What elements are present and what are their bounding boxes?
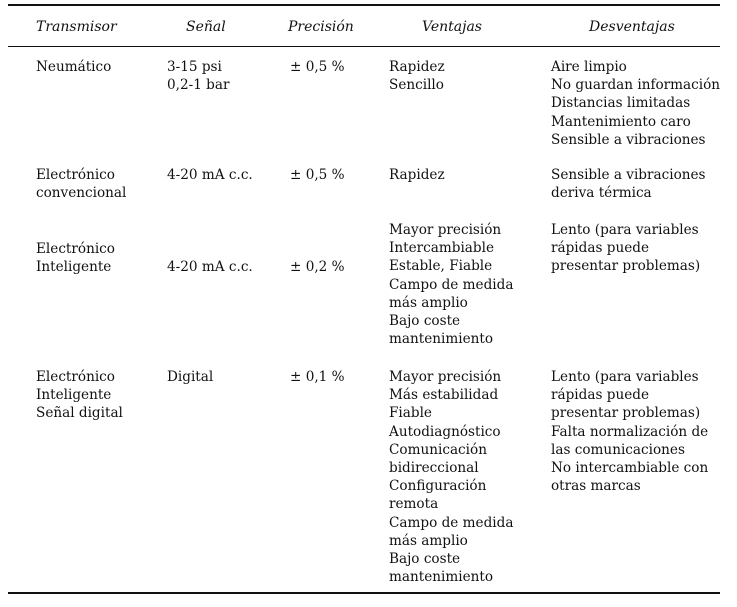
row-3-ventaja-line: Estable, Fiable — [389, 258, 493, 275]
row-4-ventaja-line: Autodiagnóstico — [389, 423, 501, 440]
row-4-desventaja-line: rápidas puede — [551, 387, 650, 404]
row-2-senal-line: 4-20 mA c.c. — [167, 167, 253, 183]
row-1-senal-line: 3-15 psi — [167, 59, 222, 75]
row-2-transmisor-line: convencional — [36, 185, 127, 202]
row-4-ventaja-line: mantenimiento — [389, 569, 494, 586]
table-bottom-rule — [8, 592, 720, 594]
row-2-desventaja-line: deriva térmica — [551, 185, 652, 202]
row-2-transmisor-line: Electrónico — [36, 167, 115, 183]
row-1-desventaja-line: Aire limpio — [551, 59, 627, 75]
row-3-ventaja-line: más amplio — [389, 294, 468, 311]
header-precision: Precisión — [288, 19, 354, 35]
row-2-precision: ± 0,5 % — [290, 167, 345, 183]
table-top-rule — [8, 4, 720, 6]
row-4-ventaja-line: más amplio — [389, 532, 468, 549]
header-desventajas: Desventajas — [589, 19, 675, 35]
row-4-ventaja-line: Bajo coste — [389, 551, 461, 568]
row-4-senal — [167, 368, 213, 386]
header-rule — [8, 46, 720, 47]
row-4-desventaja-line: presentar problemas) — [551, 405, 701, 422]
row-3-ventaja-line: mantenimiento — [389, 331, 494, 348]
row-3-senal-line: 4-20 mA c.c. — [167, 259, 253, 275]
row-1-ventajas — [389, 58, 445, 94]
header-senal: Señal — [186, 19, 226, 35]
row-4-desventaja-line: las comunicaciones — [551, 441, 685, 458]
row-2-desventajas — [551, 166, 706, 202]
row-4-ventaja-line: Más estabilidad — [389, 387, 499, 404]
row-4-desventajas — [551, 368, 708, 495]
row-2-ventaja-line: Rapidez — [389, 167, 445, 183]
row-3-precision: ± 0,2 % — [290, 259, 345, 275]
header-ventajas: Ventajas — [422, 19, 482, 35]
row-4-precision: ± 0,1 % — [290, 369, 345, 385]
row-1-transmisor — [36, 58, 111, 76]
header-transmisor: Transmisor — [36, 19, 117, 35]
row-4-ventaja-line: Campo de medida — [389, 514, 514, 531]
row-1-precision: ± 0,5 % — [290, 59, 345, 75]
row-1-desventajas — [551, 58, 720, 149]
row-4-transmisor-line: Inteligente — [36, 387, 112, 404]
row-1-senal — [167, 58, 230, 94]
row-4-desventaja-line: Lento (para variables — [551, 369, 699, 385]
row-1-desventaja-line: Mantenimiento caro — [551, 113, 691, 130]
row-4-desventaja-line: otras marcas — [551, 478, 641, 495]
row-1-desventaja-line: Sensible a vibraciones — [551, 131, 706, 148]
row-1-ventaja-line: Sencillo — [389, 77, 444, 94]
row-3-ventaja-line: Campo de medida — [389, 276, 514, 293]
row-1-desventaja-line: No guardan información — [551, 77, 721, 94]
row-4-transmisor-line: Electrónico — [36, 369, 115, 385]
row-4-ventaja-line: Comunicación — [389, 441, 487, 458]
row-3-ventajas — [389, 221, 513, 348]
row-4-senal-line: Digital — [167, 369, 214, 385]
row-1-ventaja-line: Rapidez — [389, 59, 445, 75]
row-4-transmisor — [36, 368, 123, 423]
row-4-transmisor-line: Señal digital — [36, 405, 123, 422]
row-3-desventaja-line: rápidas puede — [551, 240, 650, 257]
row-3-desventaja-line: Lento (para variables — [551, 222, 699, 238]
row-1-desventaja-line: Distancias limitadas — [551, 95, 691, 112]
row-3-desventajas — [551, 221, 700, 276]
row-1-senal-line: 0,2-1 bar — [167, 77, 230, 94]
row-3-ventaja-line: Mayor precisión — [389, 222, 502, 238]
row-1-transmisor-line: Neumático — [36, 59, 112, 75]
row-3-senal — [167, 258, 253, 276]
row-3-transmisor-line: Electrónico — [36, 241, 115, 257]
row-3-ventaja-line: Intercambiable — [389, 240, 494, 257]
row-4-ventaja-line: Mayor precisión — [389, 369, 502, 385]
row-2-desventaja-line: Sensible a vibraciones — [551, 167, 706, 183]
row-4-ventaja-line: Fiable — [389, 405, 432, 422]
row-4-desventaja-line: Falta normalización de — [551, 423, 709, 440]
row-2-senal — [167, 166, 253, 184]
row-3-transmisor — [36, 240, 115, 276]
row-3-desventaja-line: presentar problemas) — [551, 258, 701, 275]
row-4-ventaja-line: bidireccional — [389, 460, 479, 477]
row-4-ventaja-line: Configuración — [389, 478, 487, 495]
row-4-desventaja-line: No intercambiable con — [551, 460, 709, 477]
row-4-ventajas — [389, 368, 513, 586]
row-3-ventaja-line: Bajo coste — [389, 313, 461, 330]
row-4-ventaja-line: remota — [389, 496, 439, 513]
row-2-transmisor — [36, 166, 126, 202]
row-2-ventajas — [389, 166, 445, 184]
row-3-transmisor-line: Inteligente — [36, 259, 112, 276]
